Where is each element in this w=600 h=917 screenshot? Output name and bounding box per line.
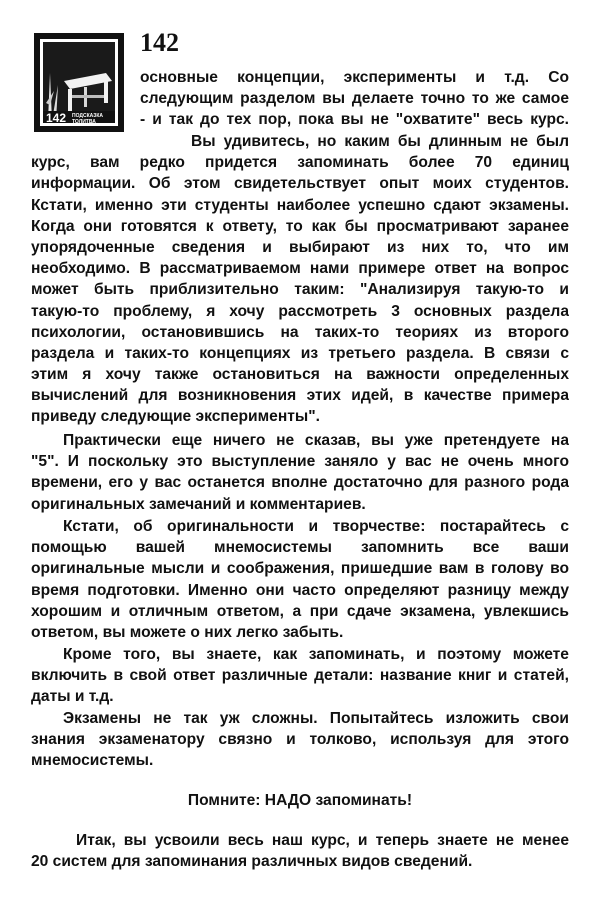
stamp-number: 142 xyxy=(46,111,67,125)
paragraph-4 xyxy=(31,644,569,708)
text-line: вычислений для возникновения этих идей, в качестве примера xyxy=(31,387,569,405)
paragraph-6 xyxy=(31,830,569,872)
text-line: Экзамены не так уж сложны. Попытайтесь изложить свои xyxy=(63,710,569,727)
text-line: Кстати, именно эти студенты наиболее успешно сдают экзамены. xyxy=(31,196,569,214)
text-line: приведу следующие эксперименты". xyxy=(31,408,320,426)
text-line: оригинальных замечаний и комментариев. xyxy=(31,495,366,513)
text-line: Вы удивитесь, но каким бы длинным не был xyxy=(191,133,569,150)
text-line: знания экзаменатору связно и толково, используя для этого xyxy=(31,731,569,749)
text-line: необходимо. В рассматриваемом нами примере ответ на вопрос xyxy=(31,260,569,278)
text-line: время подготовки. Именно они часто определяют разницу между xyxy=(31,581,569,599)
text-line: мнемосистемы. xyxy=(31,752,154,770)
text-line: включить в свой ответ различные детали: название книг и статей, xyxy=(31,667,569,685)
text-line: Кроме того, вы знаете, как запоминать, и поэтому можете xyxy=(63,646,569,663)
stamp-caption: ПОДСКАЗКА xyxy=(72,113,104,119)
page-number: 142 xyxy=(140,28,179,57)
stamp-illustration xyxy=(34,33,124,132)
text-line: основные концепции, эксперименты и т.д. Со xyxy=(140,69,569,86)
text-line: этим я хочу также остановиться на важности определенных xyxy=(31,366,569,384)
text-line: информации. Об этом свидетельствует опыт моих студентов. xyxy=(31,175,569,193)
paragraph-intro xyxy=(140,67,569,131)
text-line: 20 систем для запоминания различных видов сведений. xyxy=(31,853,473,871)
text-line: даты и т.д. xyxy=(31,688,114,706)
text-line: - и так до тех пор, пока вы не "охватите" весь курс. xyxy=(140,111,569,129)
text-line: психологии, остановившись на таких-то теориях из второго xyxy=(31,323,569,341)
stamp-caption-2: ТОЛИТВА xyxy=(72,119,96,125)
text-line: следующим разделом вы делаете точно то же самое xyxy=(140,90,569,108)
paragraph-2 xyxy=(31,430,569,515)
paragraph-1 xyxy=(31,131,569,428)
text-line: такую-то проблему, я хочу рассмотреть 3 основных раздела xyxy=(31,302,569,320)
text-line: Практически еще ничего не сказав, вы уже претендуете на xyxy=(63,432,569,449)
text-line: Кстати, об оригинальности и творчестве: постарайтесь с xyxy=(63,518,569,535)
text-line: курс, вам редко придется запоминать более 70 единиц xyxy=(31,154,569,172)
text-line: упорядоченные сведения и выбирают из них то, что им xyxy=(31,238,569,256)
text-line: "5". И поскольку это выступление заняло у вас не очень много xyxy=(31,453,569,471)
paragraph-5 xyxy=(31,708,569,772)
text-line: оригинальные мысли и соображения, пришедшие вам в голову во xyxy=(31,560,569,578)
text-line: может быть приблизительно таким: "Анализируя такую-то и xyxy=(31,281,569,299)
text-line: времени, его у вас останется вполне достаточно для разного рода xyxy=(31,474,569,492)
text-line: Итак, вы усвоили весь наш курс, и теперь знаете не менее xyxy=(76,832,569,849)
text-line: Когда они готовятся к ответу, то как бы просматривают заранее xyxy=(31,217,569,235)
text-line: раздела и таких-то концепциях из третьего раздела. В связи с xyxy=(31,344,569,362)
postage-stamp-image xyxy=(34,33,124,132)
section-heading: Помните: НАДО запоминать! xyxy=(187,792,413,809)
text-line: помощью вашей мнемосистемы запомнить все ваши xyxy=(31,539,569,557)
text-line: ответом, вы можете о них легко забыть. xyxy=(31,623,344,641)
text-line: хорошим и отличным ответом, а при сдаче экзамена, увлекшись xyxy=(31,602,569,620)
paragraph-3 xyxy=(31,516,569,643)
